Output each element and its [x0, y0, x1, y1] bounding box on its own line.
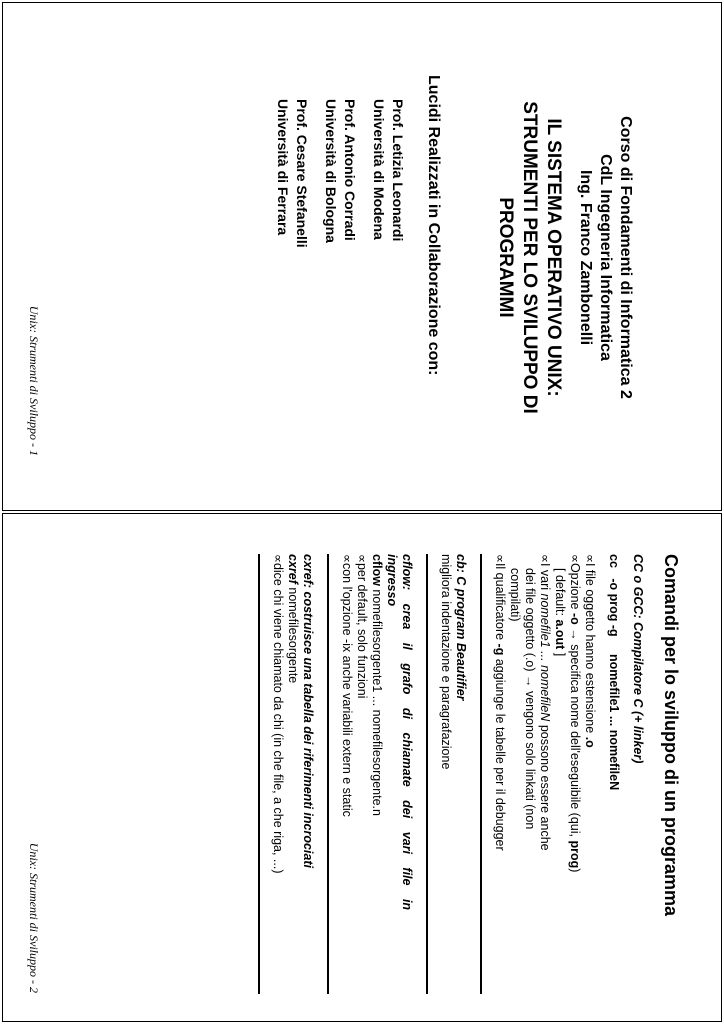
- section-divider: [327, 554, 329, 994]
- section-divider: [426, 554, 428, 994]
- bullet-symbol: ∝: [340, 554, 354, 563]
- bullet-option-o: ∝Opzione -o → specifica nome dell'eseguibile (qui, prog): [568, 554, 582, 873]
- slide-1-content: [3, 3, 723, 512]
- cxref-syntax: cxref nomefilesorgente: [286, 554, 300, 684]
- degree-name: CdL Ingegneria Informatica: [597, 154, 614, 361]
- bullet-input-files: ∝I vari nomefile1 ... nomefileN possono essere anche: [538, 554, 552, 851]
- cflow-bullet-ix: ∝con l'opzione -ix anche variabili extern e static: [340, 554, 354, 817]
- bullet-symbol: ∝: [271, 554, 285, 563]
- cflow-bullet-default: ∝per default, solo funzioni: [355, 554, 369, 699]
- lecturer-name: Ing. Franco Zambonelli: [577, 169, 594, 346]
- author-3: [273, 99, 311, 248]
- author-university: Università di Ferrara: [275, 99, 291, 236]
- author-name: Prof. Letizia Leonardi: [390, 99, 406, 242]
- bullet-object-files: ∝I file oggetto hanno estensione .o: [583, 554, 597, 748]
- cxref-heading: cxref: costruisce una tabella dei riferimenti incrociati: [301, 554, 315, 868]
- author-name: Prof. Antonio Corradi: [342, 99, 358, 241]
- title-line-2: STRUMENTI PER LO SVILUPPO DI: [519, 101, 540, 414]
- collaboration-label: Lucidi Realizzati in Collaborazione con:: [425, 75, 442, 376]
- cb-description: migliora indentazione e paragrafazione: [439, 554, 453, 770]
- course-header: [575, 3, 635, 512]
- slide-2-content: [3, 514, 723, 1023]
- presentation-title: [493, 3, 565, 512]
- cflow-syntax: cflow nomefilesorgente1 ... nomefilesorgente.n: [370, 554, 384, 816]
- course-name: Corso di Fondamenti di Informatica 2: [617, 116, 634, 399]
- bullet-input-files-line-2: dei file oggetto (.o) → vengono solo linkati (non: [523, 568, 537, 830]
- cc-heading: CC o GCC: Compilatore C (+ linker): [631, 554, 645, 764]
- cflow-heading-line-2: ingresso: [385, 554, 399, 607]
- author-university: Università di Modena: [371, 99, 387, 240]
- section-divider: [258, 554, 260, 994]
- cflow-heading: cflow: crea il grafo di chiamate dei vari file in: [400, 554, 414, 911]
- bullet-symbol: ∝: [568, 554, 582, 563]
- slide-1: [2, 2, 722, 511]
- bullet-symbol: ∝: [355, 554, 369, 563]
- author-university: Università di Bologna: [323, 99, 339, 243]
- author-1: [369, 99, 407, 241]
- slide-body: [246, 554, 645, 994]
- cb-heading: cb: C program Beautifier: [454, 554, 468, 701]
- title-line-1: IL SISTEMA OPERATIVO UNIX:: [543, 118, 564, 397]
- slide-2: [2, 513, 722, 1022]
- author-name: Prof. Cesare Stefanelli: [294, 99, 310, 248]
- bullet-symbol: ∝: [538, 554, 552, 563]
- section-divider: [480, 554, 482, 994]
- page-footer: Unix: Strumenti di Sviluppo - 1: [27, 305, 41, 456]
- bullet-option-g: ∝Il qualificatore -g aggiunge le tabelle per il debugger: [493, 554, 507, 851]
- bullet-option-o-default: [ default: a.out ]: [553, 568, 567, 657]
- bullet-symbol: ∝: [493, 554, 507, 563]
- title-line-3: PROGRAMMI: [495, 197, 516, 318]
- cc-syntax: cc -o prog -g nomefile1 ... nomefileN: [607, 554, 621, 791]
- bullet-symbol: ∝: [583, 554, 597, 563]
- cxref-bullet: ∝dice chi viene chiamato da chi (in che file, a che riga, ...): [271, 554, 285, 874]
- slide-title: Comandi per lo sviluppo di un programma: [661, 554, 681, 917]
- author-2: [321, 99, 359, 243]
- bullet-input-files-line-3: compilati): [508, 568, 522, 622]
- page-footer: Unix: Strumenti di Sviluppo - 2: [27, 842, 41, 993]
